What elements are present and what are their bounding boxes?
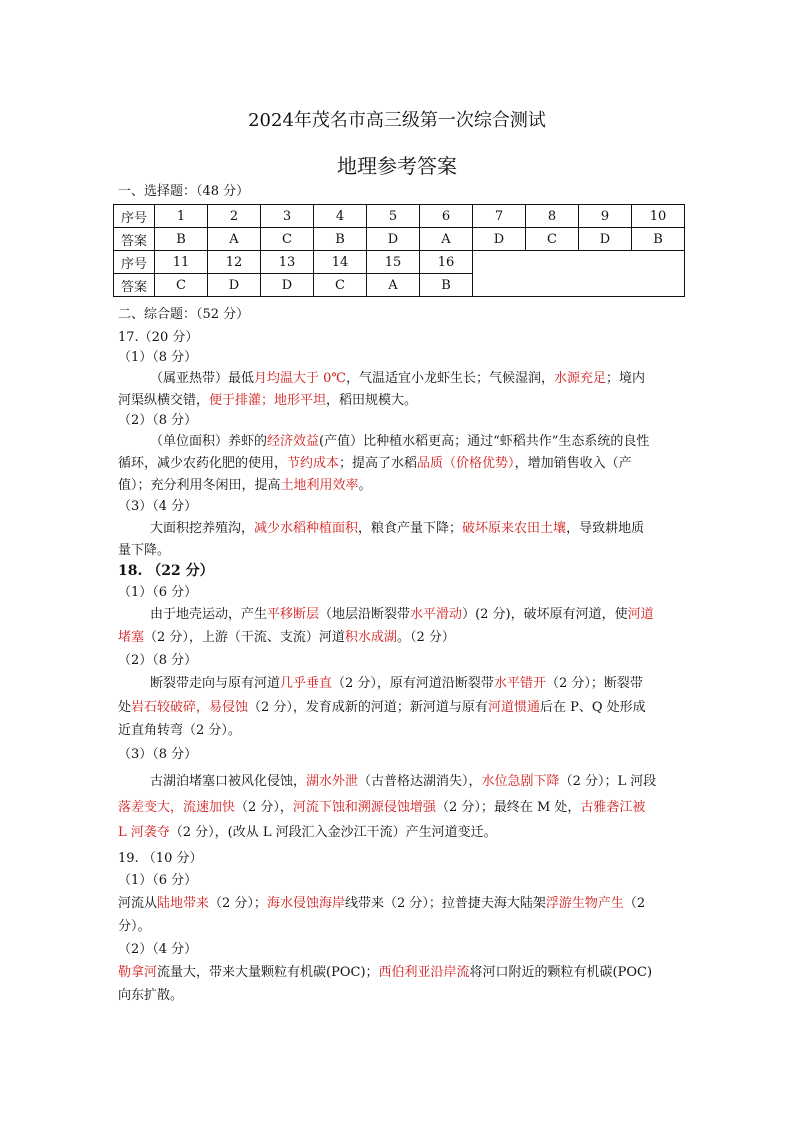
- text-span: （2: [623, 896, 646, 911]
- text-span: （地层沿断裂带: [319, 607, 411, 622]
- question-number: 7: [473, 205, 526, 228]
- q18-part1-line2: [118, 627, 455, 649]
- question-number: 8: [526, 205, 579, 228]
- question-number: 4: [314, 205, 367, 228]
- table-row: [114, 228, 685, 251]
- text-span: 处: [118, 700, 132, 715]
- answer-cell: C: [526, 228, 579, 251]
- section-choice-heading: 一、选择题：（48 分）: [118, 184, 250, 199]
- key-point: 破坏原来农田土壤: [462, 521, 567, 536]
- text-span: ，导致耕地质: [566, 521, 645, 536]
- q19-part1-line2: 分）。: [118, 919, 151, 934]
- text-span: 。（2 分）: [396, 630, 455, 645]
- q19-part2-line2: 向东扩散。: [118, 988, 184, 1003]
- key-point: 水平滑动: [410, 607, 463, 622]
- question-number: 11: [155, 251, 208, 274]
- row-label: 答案: [114, 274, 155, 297]
- q17-part2-heading: （2）（8 分）: [118, 413, 198, 428]
- q18-part1-heading: （1）（6 分）: [118, 585, 198, 600]
- text-span: （属亚热带）最低: [150, 371, 255, 386]
- text-span: 河流从: [118, 896, 158, 911]
- key-point: 浮游生物产生: [545, 896, 624, 911]
- answer-cell: D: [261, 274, 314, 297]
- key-point: 陆地带来: [157, 896, 210, 911]
- q18-part2-heading: （2）（8 分）: [118, 653, 198, 668]
- page-title: 2024年茂名市高三级第一次综合测试: [248, 110, 546, 131]
- q19-part2-heading: （2）（4 分）: [118, 942, 198, 957]
- q18-part2-line3: 近直角转弯（2 分）。: [118, 723, 241, 738]
- key-point: 减少水稻种植面积: [254, 521, 359, 536]
- text-span: （2 分）；最终在 M 处，: [435, 800, 581, 815]
- q17-part2-line2: [118, 453, 632, 475]
- text-span: ，稻田规模大。: [326, 393, 418, 408]
- key-point: 积水成湖: [344, 630, 397, 645]
- question-number: 6: [420, 205, 473, 228]
- question-number: 3: [261, 205, 314, 228]
- text-span: (产值）比种植水稻更高；通过“虾稻共作”生态系统的良性: [319, 434, 650, 449]
- key-point: 古雅砻江被: [580, 800, 646, 815]
- key-point: 岩石较破碎，易侵蚀: [131, 700, 249, 715]
- q19-heading: 19. （10 分）: [118, 851, 203, 866]
- text-span: 线带来（2 分）；拉普捷夫海大陆架: [344, 896, 546, 911]
- q18-heading: 18. （22 分）: [118, 563, 214, 579]
- q18-part2-line2: [118, 697, 646, 719]
- text-span: 河渠纵横交错，: [118, 393, 210, 408]
- text-span: （古普格达湖消失），: [358, 774, 482, 789]
- q17-heading: 17.（20 分）: [118, 330, 199, 345]
- question-number: 5: [367, 205, 420, 228]
- q17-part2-line1: [150, 431, 649, 453]
- q19-part1-line1: [118, 893, 645, 915]
- key-point: 河流下蚀和溯源侵蚀增强: [292, 800, 436, 815]
- key-point: 便于排灌；地形平坦: [209, 393, 327, 408]
- key-point: 海水侵蚀海岸: [266, 896, 345, 911]
- answer-cell: A: [420, 228, 473, 251]
- key-point: 河道: [627, 607, 654, 622]
- key-point: 土地利用效率: [280, 478, 359, 493]
- text-span: 由于地壳运动，产生: [150, 607, 268, 622]
- text-span: （2 分）；断裂带: [545, 676, 643, 691]
- question-number: 9: [579, 205, 632, 228]
- answer-cell: C: [155, 274, 208, 297]
- key-point: 几乎垂直: [280, 676, 333, 691]
- question-number: 10: [632, 205, 685, 228]
- answer-cell: A: [208, 228, 261, 251]
- text-span: （单位面积）养虾的: [150, 434, 268, 449]
- answer-cell: D: [579, 228, 632, 251]
- key-point: 水源充足: [553, 371, 606, 386]
- key-point: 西伯利亚沿岸流: [378, 965, 470, 980]
- key-point: 河道惯通: [487, 700, 540, 715]
- key-point: 落差变大，流速加快: [118, 800, 236, 815]
- key-point: 勒拿河: [118, 965, 158, 980]
- question-number: 13: [261, 251, 314, 274]
- text-span: 循环，减少农药化肥的使用，: [118, 456, 288, 471]
- question-number: 15: [367, 251, 420, 274]
- answer-cell: B: [314, 228, 367, 251]
- key-point: 湖水外泄: [306, 774, 359, 789]
- answer-table: [113, 204, 685, 297]
- key-point: 月均温大于 0℃: [254, 371, 346, 386]
- text-span: 流量大，带来大量颗粒有机碳(POC)；: [157, 965, 379, 980]
- text-span: ，粮食产量下降；: [358, 521, 463, 536]
- key-point: 水平错开: [493, 676, 546, 691]
- row-label: 序号: [114, 251, 155, 274]
- text-span: （2 分）；: [209, 896, 267, 911]
- text-span: ；提高了水稻: [339, 456, 418, 471]
- text-span: 大面积挖养殖沟，: [150, 521, 255, 536]
- q17-part3-line2: 量下降。: [118, 543, 171, 558]
- text-span: ，气温适宜小龙虾生长；气候湿润，: [345, 371, 554, 386]
- q19-part1-heading: （1）（6 分）: [118, 873, 198, 888]
- text-span: （2 分），: [235, 800, 293, 815]
- text-span: ，增加销售收入（产: [514, 456, 632, 471]
- key-point: 水位急剧下降: [481, 774, 560, 789]
- row-label: 序号: [114, 205, 155, 228]
- question-number: 2: [208, 205, 261, 228]
- text-span: ；境内: [606, 371, 646, 386]
- section-comprehensive-heading: 二、综合题：（52 分）: [118, 307, 250, 322]
- text-span: （2 分）；L 河段: [559, 774, 657, 789]
- question-number: 1: [155, 205, 208, 228]
- text-span: 。: [358, 478, 372, 493]
- key-point: 平移断层: [267, 607, 320, 622]
- answer-cell: D: [367, 228, 420, 251]
- text-span: （2 分），上游（干流、支流）河道: [144, 630, 345, 645]
- text-span: （2 分），(改从 L 河段汇入金沙江干流）产生河道变迁。: [169, 825, 497, 840]
- q17-part3-line1: [150, 518, 644, 540]
- q17-part1-line1: [150, 368, 645, 390]
- q18-part2-line1: [150, 673, 643, 695]
- answer-cell: B: [420, 274, 473, 297]
- text-span: ）(2 分)，破坏原有河道，使: [462, 607, 628, 622]
- q17-part3-heading: （3）（4 分）: [118, 499, 198, 514]
- answer-cell: B: [155, 228, 208, 251]
- table-row: [114, 251, 685, 274]
- table-blank-area: [473, 251, 685, 297]
- answer-cell: C: [314, 274, 367, 297]
- question-number: 16: [420, 251, 473, 274]
- answer-cell: B: [632, 228, 685, 251]
- text-span: 后在 P、Q 处形成: [539, 700, 646, 715]
- q18-part1-line1: [150, 604, 654, 626]
- q18-part3-line3: [118, 822, 497, 844]
- text-span: 将河口附近的颗粒有机碳(POC): [469, 965, 653, 980]
- key-point: 经济效益: [267, 434, 320, 449]
- key-point: L 河袭夺: [118, 825, 170, 840]
- key-point: 节约成本: [287, 456, 340, 471]
- text-span: （2 分），发育成新的河道；新河道与原有: [248, 700, 488, 715]
- answer-cell: D: [208, 274, 261, 297]
- q19-part2-line1: [118, 962, 652, 984]
- text-span: 断裂带走向与原有河道: [150, 676, 281, 691]
- q18-part3-line2: [118, 797, 645, 819]
- q18-part3-line1: [150, 771, 656, 793]
- q17-part1-heading: （1）（8 分）: [118, 350, 198, 365]
- text-span: （2 分），原有河道沿断裂带: [332, 676, 494, 691]
- question-number: 14: [314, 251, 367, 274]
- page-subtitle: 地理参考答案: [337, 154, 457, 178]
- question-number: 12: [208, 251, 261, 274]
- text-span: 古湖泊堵塞口被风化侵蚀，: [150, 774, 307, 789]
- q17-part2-line3: [118, 475, 372, 497]
- key-point: 品质（价格优势）: [417, 456, 515, 471]
- answer-cell: C: [261, 228, 314, 251]
- q18-part3-heading: （3）（8 分）: [118, 747, 198, 762]
- text-span: 值）；充分利用冬闲田，提高: [118, 478, 281, 493]
- row-label: 答案: [114, 228, 155, 251]
- table-row: [114, 205, 685, 228]
- answer-cell: A: [367, 274, 420, 297]
- answer-cell: D: [473, 228, 526, 251]
- q17-part1-line2: [118, 390, 417, 412]
- key-point: 堵塞: [118, 630, 145, 645]
